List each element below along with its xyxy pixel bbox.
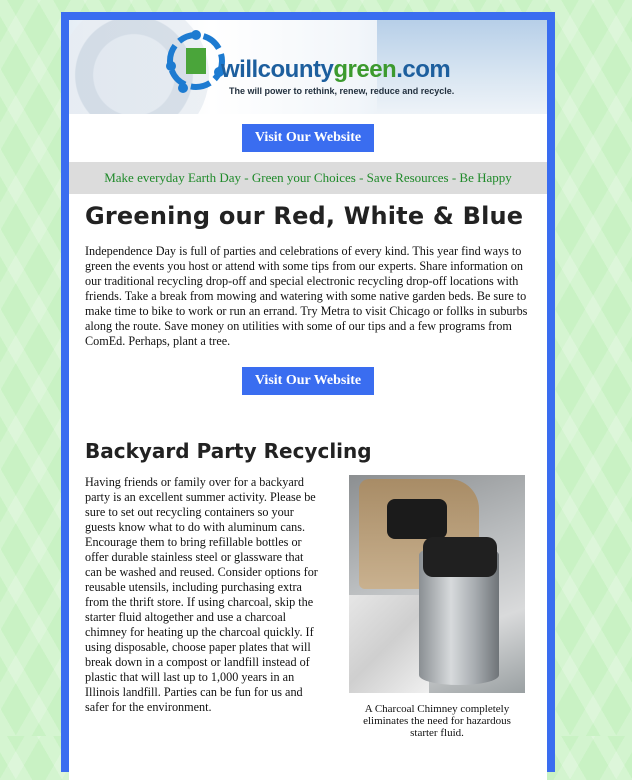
logo-part-willcounty: willcounty (221, 56, 334, 83)
article-title-greening: Greening our Red, White & Blue (85, 202, 524, 230)
chimney-charcoal (423, 537, 497, 577)
article-columns (69, 475, 547, 739)
top-button-row (69, 114, 547, 162)
site-logo-text (221, 56, 450, 84)
visit-website-button-mid[interactable]: Visit Our Website (242, 367, 374, 395)
slogan-bar: Make everyday Earth Day - Green your Choices - Save Resources - Be Happy (69, 162, 547, 194)
article-body-backyard: Having friends or family over for a backyard party is an excellent summer activity. Please be sure to set out recycling containers so your guests know what to do with aluminum cans. Encourage them to bring refillable bottles or offer durable stainless steel or glassware that can be washed and reused. Consider options for reusable utensils, including purchasing extra from the thrift store. If using charcoal, skip the starter fluid altogether and use a charcoal chimney for heating up the charcoal quickly. If using disposable, choose paper plates that will break down in a compost or landfill instead of plastic that will last up to 1,000 years in an Illinois landfill. Parties can be fun for us and safer for the environment. (85, 475, 318, 714)
newsletter-body (69, 20, 547, 780)
article-section-backyard (69, 439, 547, 739)
charcoal-pile (387, 499, 447, 539)
charcoal-chimney-photo (349, 475, 525, 693)
article-body-greening: Independence Day is full of parties and celebrations of every kind. This year find ways to green the events you host or attend with some tips from our experts. Share information on our traditional recycling drop-off and special electronic recycling drop-off locations with friends. Take a break from mowing and watering with some native garden beds. Be sure to make time to bike to work or run an errand. Try Metra to visit Chicago or follks in suburbs along the route. Save money on utilities with some of our tips and a few programs from ComEd. Perhaps, plant a tree. (85, 244, 528, 348)
logo-part-green: green (333, 56, 397, 83)
crumpled-paper (349, 595, 429, 693)
logo-tagline: The will power to rethink, renew, reduce and recycle. (229, 86, 455, 96)
header-banner[interactable] (69, 20, 547, 114)
photo-caption: A Charcoal Chimney completely eliminates the need for hazardous starter fluid. (363, 703, 511, 739)
mid-button-row (69, 357, 547, 405)
article-title-backyard: Backyard Party Recycling (85, 439, 372, 463)
logo-part-com: .com (396, 56, 451, 83)
visit-website-button-top[interactable]: Visit Our Website (242, 124, 374, 152)
article-figure (349, 475, 525, 739)
